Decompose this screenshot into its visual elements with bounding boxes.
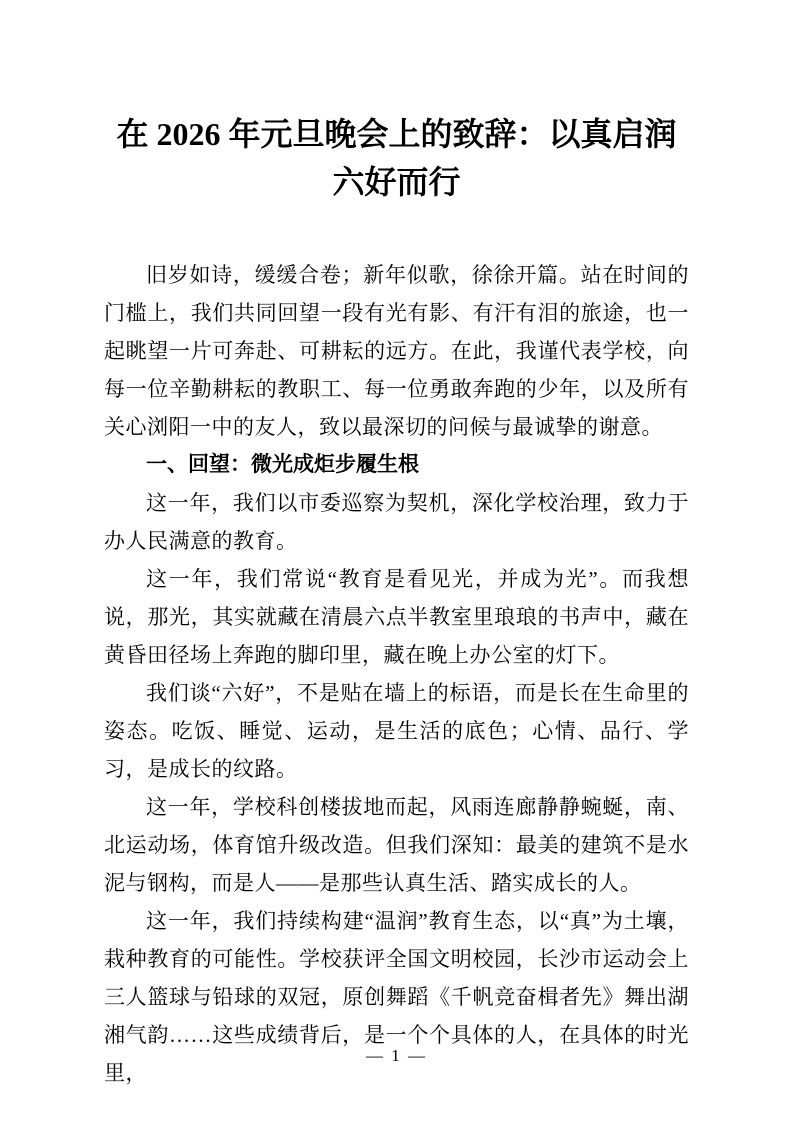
paragraph: 这一年，学校科创楼拔地而起，风雨连廊静静蜿蜒，南、北运动场，体育馆升级改造。但我们深知：最美的建筑不是水泥与钢构，而是人——是那些认真生活、踏实成长的人。 xyxy=(104,795,689,895)
paragraph: 旧岁如诗，缓缓合卷；新年似歌，徐徐开篇。站在时间的门槛上，我们共同回望一段有光有影、有汗有泪的旅途，也一起眺望一片可奔赴、可耕耘的远方。在此，我谨代表学校，向每一位辛勤耕耘的教职工、每一位勇敢奔跑的少年，以及所有关心浏阳一中的友人，致以最深切的问候与最诚挚的谢意。 xyxy=(104,263,689,439)
section-heading: 一、回望：微光成炬步履生根 xyxy=(146,453,419,476)
paragraph: 这一年，我们常说“教育是看见光，并成为光”。而我想说，那光，其实就藏在清晨六点半教室里琅琅的书声中，藏在黄昏田径场上奔跑的脚印里，藏在晚上办公室的灯下。 xyxy=(104,567,689,667)
paragraph: 这一年，我们持续构建“温润”教育生态，以“真”为土壤，栽种教育的可能性。学校获评全国文明校园，长沙市运动会上三人篮球与铅球的双冠，原创舞蹈《千帆竞奋楫者先》舞出湖湘气韵……这些成绩背后，是一个个具体的人，在具体的时光里， xyxy=(104,909,689,1085)
page-number: — 1 — xyxy=(366,1046,427,1065)
document-body xyxy=(104,256,689,1092)
paragraph: 我们谈“六好”，不是贴在墙上的标语，而是长在生命里的姿态。吃饭、睡觉、运动，是生活的底色；心情、品行、学习，是成长的纹路。 xyxy=(104,681,689,781)
paragraph: 这一年，我们以市委巡察为契机，深化学校治理，致力于办人民满意的教育。 xyxy=(104,491,689,553)
document-title: 在 2026 年元旦晚会上的致辞：以真启润六好而行 xyxy=(116,116,677,200)
